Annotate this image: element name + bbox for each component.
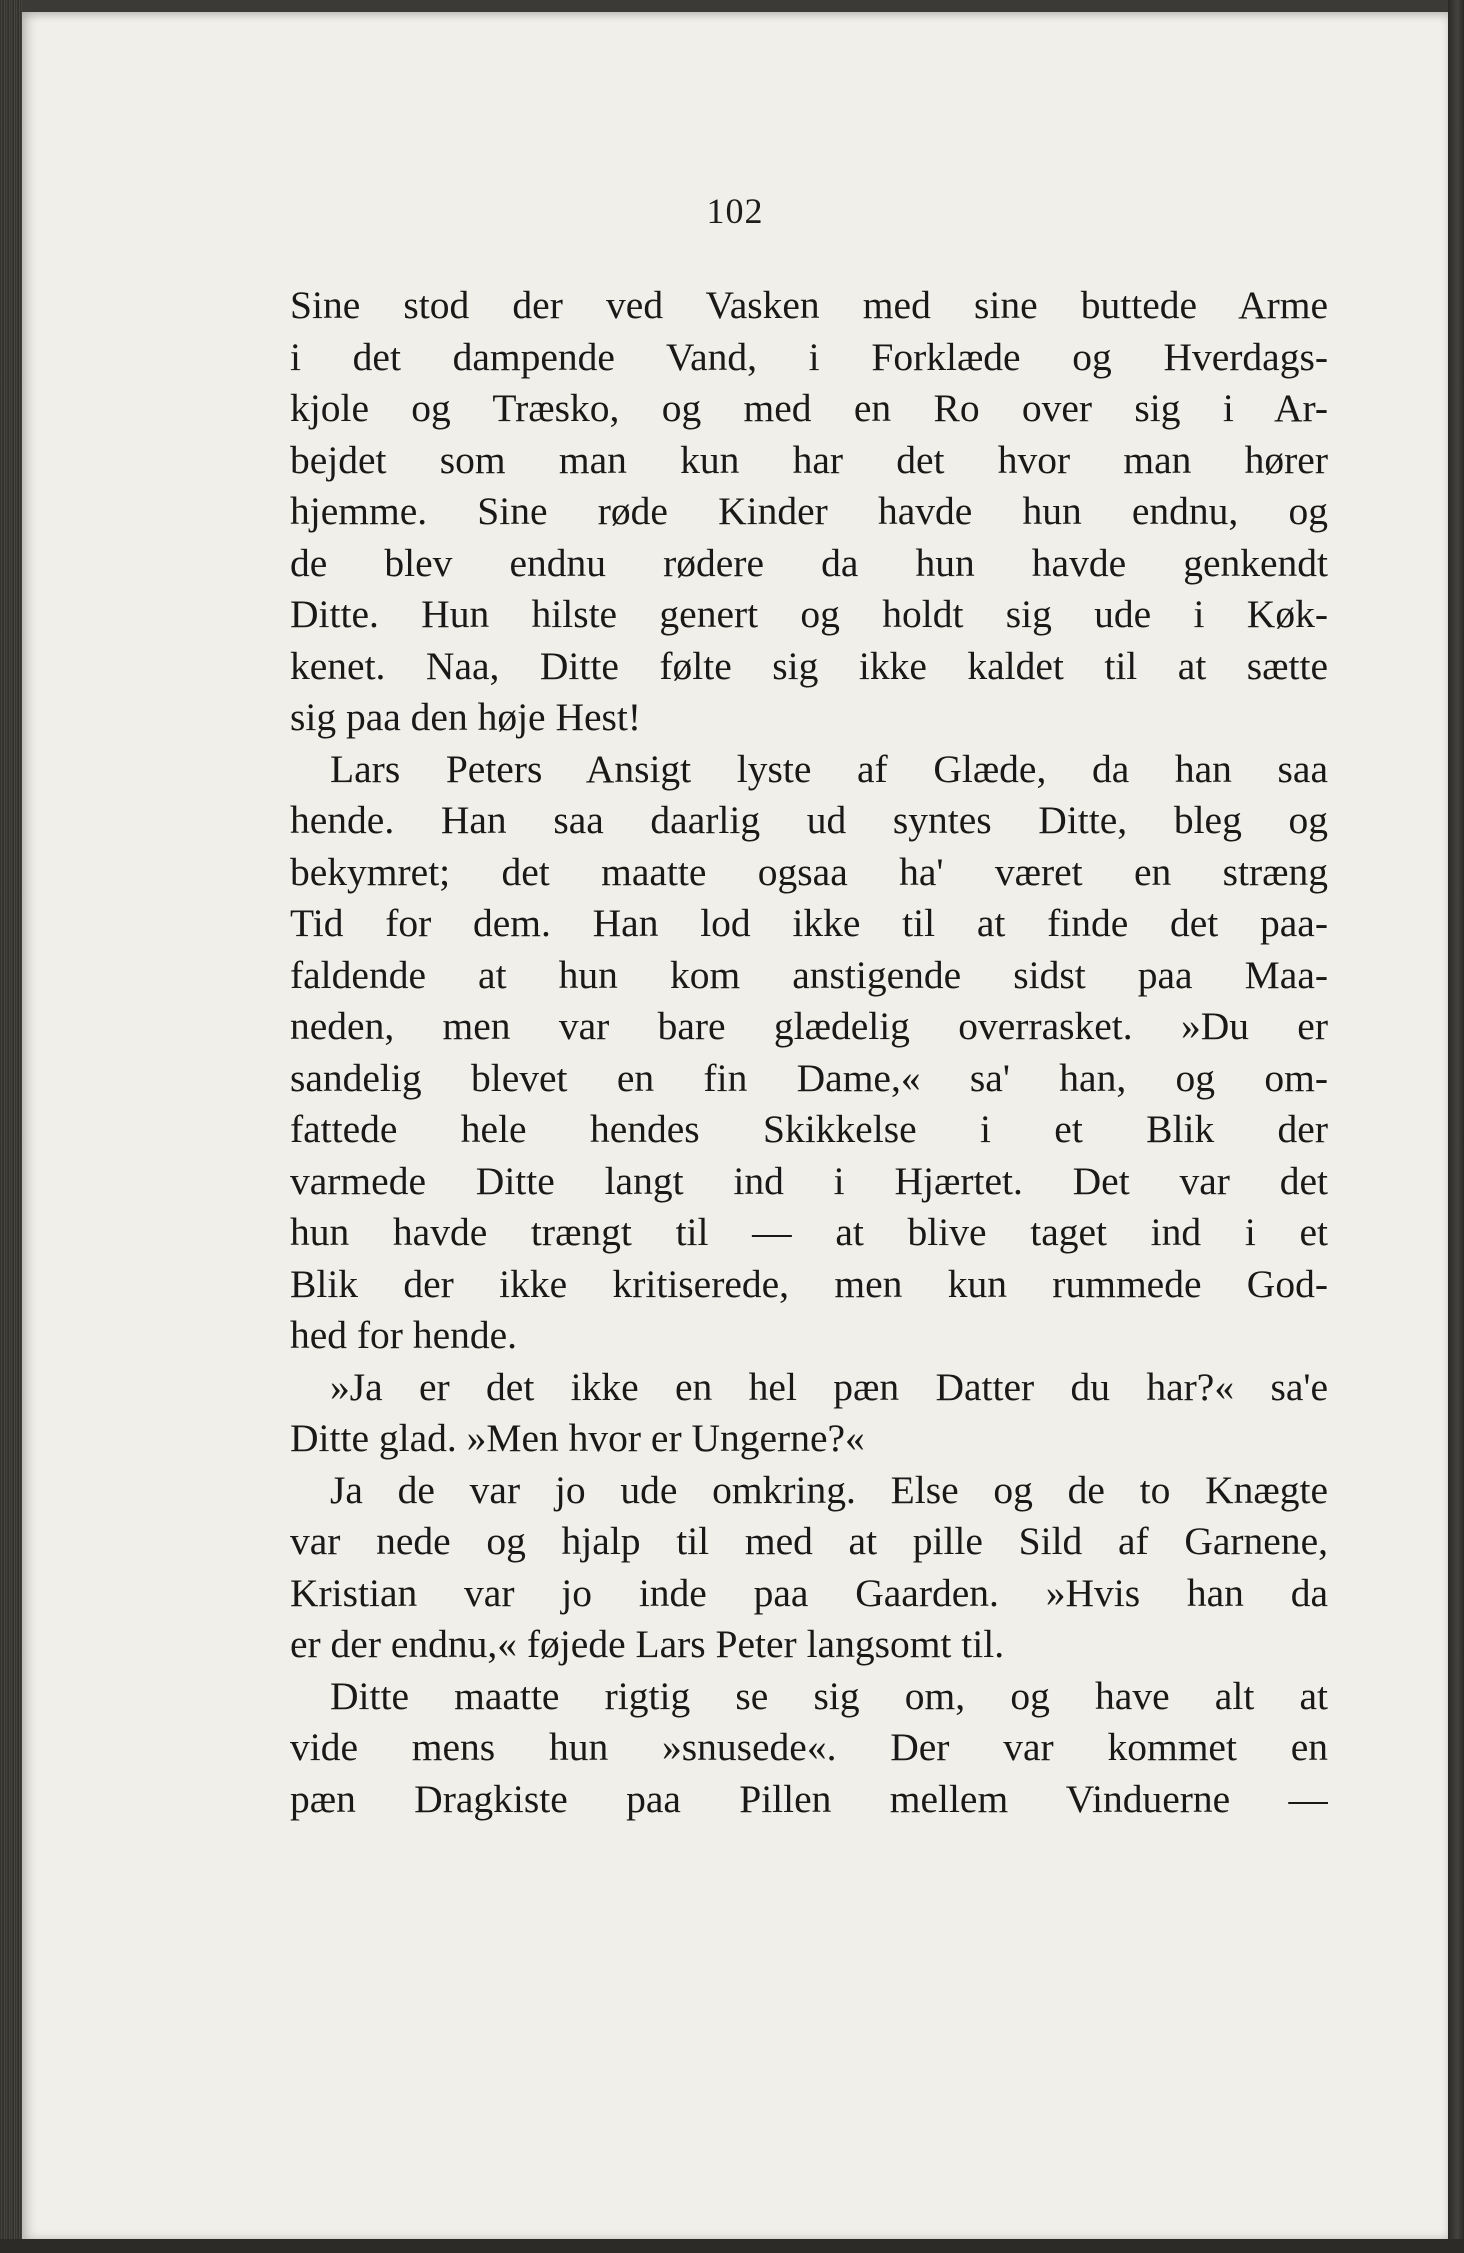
text-line: »Ja er det ikke en hel pæn Datter du har?« sa'e (330, 1364, 1328, 1409)
text-line: hende. Han saa daarlig ud syntes Ditte, bleg og (290, 798, 1328, 842)
text-line: bekymret; det maatte ogsaa ha' været en stræng (290, 849, 1328, 894)
page-edge-right (1448, 0, 1464, 2253)
text-line: neden, men var bare glædelig overrasket. »Du er (290, 1004, 1328, 1048)
text-line: i det dampende Vand, i Forklæde og Hverdags- (290, 334, 1328, 379)
text-line: pæn Dragkiste paa Pillen mellem Vinduerne — (290, 1776, 1328, 1821)
body-text (290, 280, 1328, 1825)
text-line: Ditte glad. »Men hvor er Ungerne?« (290, 1416, 865, 1460)
text-line: varmede Ditte langt ind i Hjærtet. Det var det (290, 1158, 1328, 1203)
page-number: 102 (706, 191, 764, 231)
text-line: kjole og Træsko, og med en Ro over sig i Ar- (290, 386, 1328, 430)
text-line: bejdet som man kun har det hvor man hører (290, 437, 1328, 482)
text-line: Sine stod der ved Vasken med sine buttede Arme (290, 283, 1328, 327)
text-line: Kristian var jo inde paa Gaarden. »Hvis han da (290, 1570, 1328, 1615)
text-line: vide mens hun »snusede«. Der var kommet en (290, 1725, 1328, 1769)
text-line: er der endnu,« føjede Lars Peter langsomt til. (290, 1622, 1005, 1666)
text-line: faldende at hun kom anstigende sidst paa Maa- (290, 952, 1328, 997)
book-spine-edge (0, 0, 22, 2253)
text-line: Tid for dem. Han lod ikke til at finde det paa- (290, 901, 1328, 945)
page-edge-bottom (0, 2239, 1464, 2253)
text-line: sig paa den høje Hest! (290, 695, 642, 739)
text-line: de blev endnu rødere da hun havde genkendt (290, 540, 1328, 585)
text-line: Ditte. Hun hilste genert og holdt sig ude i Køk- (290, 592, 1328, 636)
text-line: kenet. Naa, Ditte følte sig ikke kaldet til at sætte (290, 643, 1328, 688)
text-line: Lars Peters Ansigt lyste af Glæde, da han saa (330, 746, 1328, 791)
page-edge-top (0, 0, 1464, 12)
text-line: hjemme. Sine røde Kinder havde hun endnu, og (290, 489, 1328, 533)
text-line: Ja de var jo ude omkring. Else og de to Knægte (330, 1467, 1328, 1512)
text-line: hun havde trængt til — at blive taget ind i et (290, 1210, 1328, 1254)
text-line: fattede hele hendes Skikkelse i et Blik der (290, 1107, 1328, 1151)
text-line: sandelig blevet en fin Dame,« sa' han, og om- (290, 1055, 1328, 1100)
paper-sheet (22, 12, 1448, 2239)
text-line: Blik der ikke kritiserede, men kun rummede God- (290, 1261, 1328, 1306)
text-line: var nede og hjalp til med at pille Sild af Garnene, (290, 1519, 1328, 1563)
text-line: hed for hende. (290, 1313, 518, 1357)
text-line: Ditte maatte rigtig se sig om, og have alt at (330, 1673, 1328, 1718)
